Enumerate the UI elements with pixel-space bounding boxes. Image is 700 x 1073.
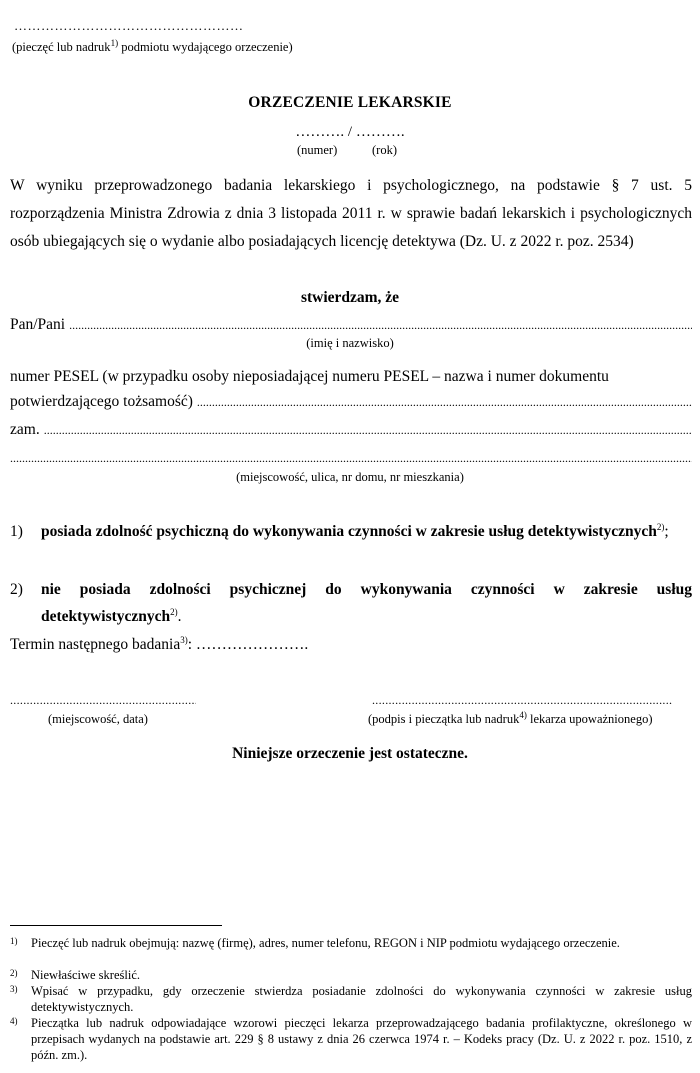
footnote-2	[10, 967, 692, 983]
final-statement: Niniejsze orzeczenie jest ostateczne.	[232, 745, 468, 762]
address-field-label: zam.	[10, 421, 40, 438]
issuer-caption-text: (pieczęć lub nadruk	[12, 40, 111, 54]
footnote-mark: 3)	[10, 984, 18, 994]
next-exam-label: Termin następnego badania	[10, 636, 181, 653]
issuer-stamp-dots[interactable]: ……………………………………………	[14, 18, 244, 33]
footnote-mark: 1)	[10, 936, 18, 946]
place-date-field[interactable]	[10, 693, 196, 708]
footnote-ref-2: 2)	[170, 606, 178, 617]
address-field-caption: (miejscowość, ulica, nr domu, nr mieszkania)	[236, 470, 464, 484]
address-field-input[interactable]	[44, 421, 692, 439]
footnote-divider	[10, 925, 222, 926]
address-field-row	[10, 421, 692, 439]
footnote-mark: 4)	[10, 1016, 18, 1026]
place-date-caption: (miejscowość, data)	[48, 712, 148, 726]
footnote-text: Pieczątka lub nadruk odpowiadające wzorowi pieczęci lekarza przeprowadzającego badania profilaktyczne, określonego w przepisach wydanych na podstawie art. 229 § 8 ustawy z dnia 26 czerwca 1974 r. – Kodeks pracy (Dz. U. z 2022 r. poz. 1510, z późn. zm.).	[31, 1016, 692, 1062]
footnote-ref-2: 2)	[656, 521, 665, 532]
option-number: 2)	[10, 581, 23, 598]
option-has-capacity[interactable]	[10, 518, 692, 545]
footnote-3	[10, 983, 692, 1015]
footnote-text: Wpisać w przypadku, gdy orzeczenie stwierdza posiadanie zdolności do wykonywania czynności w zakresie usług detektywistycznych.	[31, 984, 692, 1014]
address-field-input-2[interactable]	[10, 449, 692, 467]
footnote-1	[10, 935, 692, 951]
footnote-4	[10, 1015, 692, 1063]
number-year-field[interactable]: ………. / ……….	[295, 124, 405, 140]
name-field-caption: (imię i nazwisko)	[306, 336, 394, 350]
year-caption: (rok)	[372, 143, 397, 157]
document-title: ORZECZENIE LEKARSKIE	[248, 94, 452, 111]
footnote-text: Pieczęć lub nadruk obejmują: nazwę (firmę), adres, numer telefonu, REGON i NIP podmiotu wydającego orzeczenie.	[31, 936, 620, 950]
name-field-row	[10, 316, 692, 334]
intro-paragraph: W wyniku przeprowadzonego badania lekarskiego i psychologicznego, na podstawie § 7 ust. 5 rozporządzenia Ministra Zdrowia z dnia 3 listopada 2011 r. w sprawie badań lekarskich i psychologicznych osób ubiegających się o wydanie albo posiadających licencję detektywa (Dz. U. z 2022 r. poz. 2534)	[10, 177, 692, 250]
pesel-description: numer PESEL (w przypadku osoby nieposiadającej numeru PESEL – nazwa i numer dokumentu	[10, 368, 609, 385]
option-text: posiada zdolność psychiczną do wykonywania czynności w zakresie usług detektywistycznych	[41, 523, 657, 540]
stwierdzam-heading: stwierdzam, że	[300, 289, 400, 306]
signature-field[interactable]	[372, 693, 672, 708]
footnote-ref-3: 3)	[180, 634, 188, 645]
option-tail: .	[177, 608, 182, 625]
option-tail: ;	[664, 523, 669, 540]
address-field-row-2	[10, 449, 692, 467]
footnote-ref-4: 4)	[519, 709, 527, 720]
signature-caption	[368, 709, 653, 727]
option-no-capacity[interactable]	[10, 576, 692, 630]
option-text: nie posiada zdolności psychicznej do wykonywania czynności w zakresie usług detektywistycznych	[41, 581, 692, 625]
name-field-label: Pan/Pani	[10, 316, 66, 333]
number-caption: (numer)	[297, 143, 338, 157]
next-exam-dots[interactable]: : ………………….	[187, 636, 309, 653]
pesel-field-input[interactable]	[197, 393, 692, 411]
footnote-text: Niewłaściwe skreślić.	[31, 968, 140, 982]
option-number: 1)	[10, 523, 23, 540]
issuer-stamp-caption	[12, 37, 293, 55]
pesel-field-label: potwierdzającego tożsamość)	[10, 393, 193, 410]
name-field-input[interactable]	[69, 316, 692, 334]
footnote-ref-1: 1)	[110, 37, 119, 48]
footnote-mark: 2)	[10, 968, 18, 978]
issuer-caption-text-end: podmiotu wydającego orzeczenie)	[118, 40, 293, 54]
signature-caption-text-end: lekarza upoważnionego)	[526, 712, 653, 726]
signature-caption-text: (podpis i pieczątka lub nadruk	[368, 712, 520, 726]
next-exam-field[interactable]	[10, 636, 308, 654]
pesel-field-row	[10, 393, 692, 411]
